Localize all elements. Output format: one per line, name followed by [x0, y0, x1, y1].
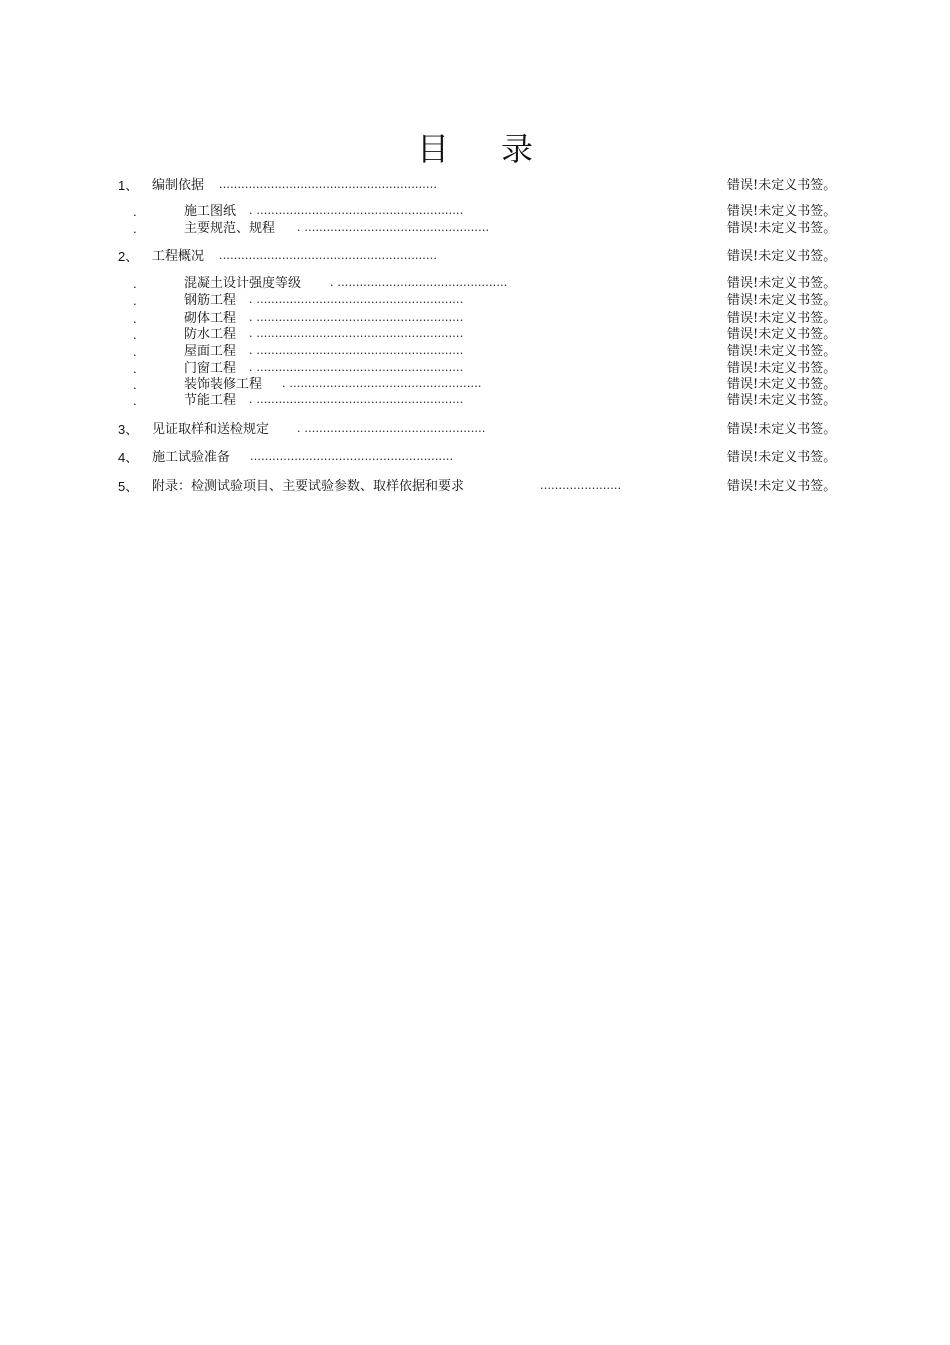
toc-entry-number: .	[133, 293, 137, 308]
toc-entry-title: 主要规范、规程	[184, 221, 276, 236]
toc-entry-leader: . ........................................................	[249, 361, 464, 374]
toc-entry-title: 附录：检测试验项目、主要试验参数、取样依据和要求	[152, 479, 465, 494]
toc-entry-leader: . ........................................................	[249, 311, 464, 324]
toc-entry-leader: ......................	[540, 479, 622, 492]
toc-entry-page: 错误!未定义书签。	[727, 450, 837, 465]
toc-entry-title: 编制依据	[152, 178, 205, 193]
toc-entry-leader: .......................................................	[250, 450, 454, 463]
toc-entry-page: 错误!未定义书签。	[727, 422, 837, 437]
toc-entry-number: 2、	[118, 249, 139, 264]
toc-entry[interactable]	[0, 276, 950, 292]
title-char-1: 目	[416, 130, 449, 168]
toc-entry-title: 工程概况	[152, 249, 205, 264]
toc-entry-leader: . ..................................................	[297, 221, 490, 234]
toc-entry-number: 1、	[118, 178, 139, 193]
toc-entry-title: 屋面工程	[184, 344, 237, 359]
toc-entry-page: 错误!未定义书签。	[727, 311, 837, 326]
toc-entry-leader: ...........................................................	[219, 249, 438, 262]
toc-entry[interactable]	[0, 377, 950, 393]
toc-entry[interactable]	[0, 361, 950, 377]
toc-entry-number: .	[133, 393, 137, 408]
toc-entry-page: 错误!未定义书签。	[727, 221, 837, 236]
toc-entry-leader: ...........................................................	[219, 178, 438, 191]
toc-entry-page: 错误!未定义书签。	[727, 178, 837, 193]
toc-entry-title: 钢筋工程	[184, 293, 237, 308]
toc-entry-number: .	[133, 377, 137, 392]
toc-entry-page: 错误!未定义书签。	[727, 479, 837, 494]
toc-entry-number: 3、	[118, 422, 139, 437]
toc-entry-leader: . ........................................................	[249, 204, 464, 217]
toc-entry[interactable]	[0, 479, 950, 495]
toc-entry-page: 错误!未定义书签。	[727, 344, 837, 359]
toc-entry-title: 见证取样和送检规定	[152, 422, 270, 437]
toc-entry-title: 施工试验准备	[152, 450, 231, 465]
toc-entry-page: 错误!未定义书签。	[727, 204, 837, 219]
toc-entry-title: 砌体工程	[184, 311, 237, 326]
toc-entry-leader: . ....................................................	[282, 377, 482, 390]
page-title	[0, 124, 950, 170]
toc-entry-title: 防水工程	[184, 327, 237, 342]
toc-entry-leader: . ........................................................	[249, 293, 464, 306]
toc-entry-page: 错误!未定义书签。	[727, 393, 837, 408]
toc-entry-page: 错误!未定义书签。	[727, 361, 837, 376]
toc-entry-page: 错误!未定义书签。	[727, 293, 837, 308]
toc-entry[interactable]	[0, 393, 950, 409]
toc-entry-number: .	[133, 276, 137, 291]
toc-entry[interactable]	[0, 178, 950, 194]
toc-entry[interactable]	[0, 344, 950, 360]
toc-entry-number: .	[133, 327, 137, 342]
toc-entry-number: .	[133, 204, 137, 219]
toc-entry-page: 错误!未定义书签。	[727, 249, 837, 264]
toc-entry-number: 4、	[118, 450, 139, 465]
toc-entry-leader: . ........................................................	[249, 344, 464, 357]
toc-entry-number: .	[133, 221, 137, 236]
title-char-2: 录	[501, 130, 534, 168]
toc-entry-number: .	[133, 311, 137, 326]
toc-entry[interactable]	[0, 204, 950, 220]
toc-entry-title: 门窗工程	[184, 361, 237, 376]
toc-entry[interactable]	[0, 221, 950, 237]
toc-entry-page: 错误!未定义书签。	[727, 276, 837, 291]
toc-entry-number: .	[133, 361, 137, 376]
toc-entry-title: 施工图纸	[184, 204, 237, 219]
toc-entry-leader: . .................................................	[297, 422, 486, 435]
toc-entry-title: 混凝土设计强度等级	[184, 276, 302, 291]
toc-entry[interactable]	[0, 422, 950, 438]
toc-entry[interactable]	[0, 293, 950, 309]
toc-entry-number: 5、	[118, 479, 139, 494]
toc-entry-title: 节能工程	[184, 393, 237, 408]
toc-entry-page: 错误!未定义书签。	[727, 377, 837, 392]
toc-entry-page: 错误!未定义书签。	[727, 327, 837, 342]
toc-entry[interactable]	[0, 311, 950, 327]
toc-entry[interactable]	[0, 249, 950, 265]
toc-entry-title: 装饰装修工程	[184, 377, 263, 392]
toc-entry-number: .	[133, 344, 137, 359]
toc-entry-leader: . ........................................................	[249, 393, 464, 406]
toc-entry-leader: . ........................................................	[249, 327, 464, 340]
toc-entry[interactable]	[0, 450, 950, 466]
toc-entry[interactable]	[0, 327, 950, 343]
toc-entry-leader: . ..............................................	[330, 276, 508, 289]
